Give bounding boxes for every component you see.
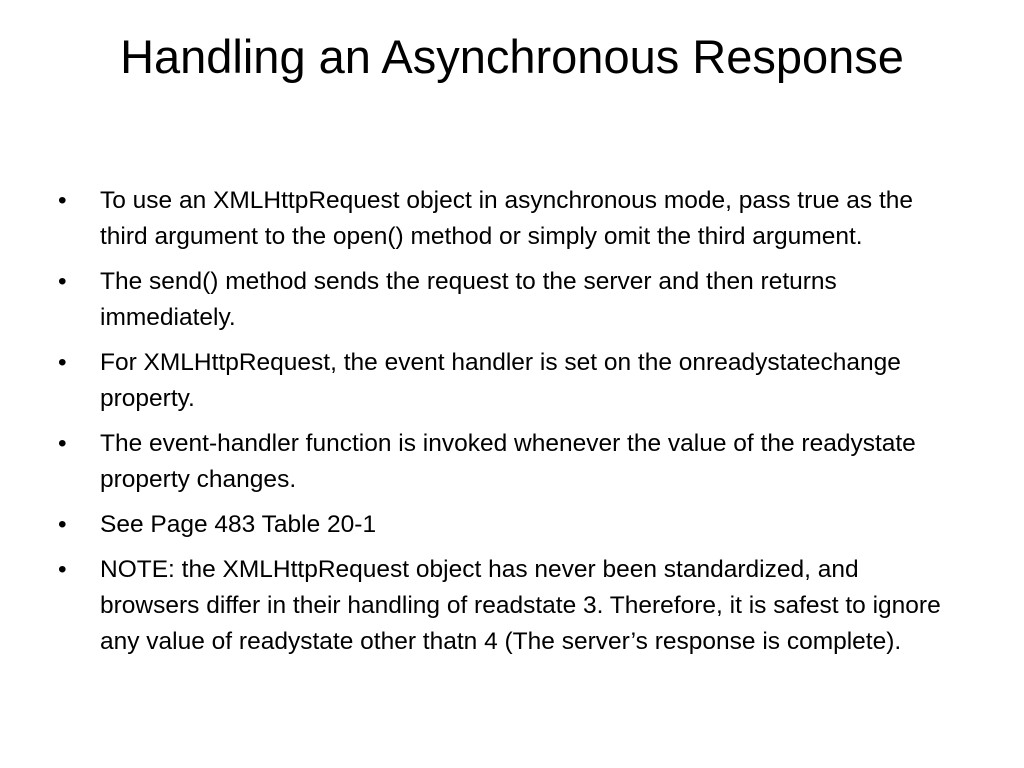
slide-title: Handling an Asynchronous Response <box>120 30 904 83</box>
bullet-dot-icon: • <box>58 511 67 538</box>
bullet-item <box>58 345 958 417</box>
bullet-dot-icon: • <box>58 349 67 376</box>
bullet-item <box>58 264 958 336</box>
bullet-dot-icon: • <box>58 268 67 295</box>
bullet-text: NOTE: the XMLHttpRequest object has never been standardized, and browsers differ in their handling of readstate 3. Therefore, it is safest to ignore any value of readystate other thatn 4 (The server’s response is complete). <box>100 556 941 655</box>
bullet-text: The send() method sends the request to the server and then returns immediately. <box>100 268 837 331</box>
bullet-item <box>58 552 958 660</box>
bullet-text: To use an XMLHttpRequest object in asynchronous mode, pass true as the third argument to the open() method or simply omit the third argument. <box>100 187 914 250</box>
bullet-dot-icon: • <box>58 556 67 583</box>
bullet-item <box>58 426 958 498</box>
bullet-text: For XMLHttpRequest, the event handler is set on the onreadystatechange property. <box>100 349 901 412</box>
bullet-list <box>58 183 958 669</box>
bullet-dot-icon: • <box>58 430 67 457</box>
bullet-item <box>58 183 958 255</box>
bullet-item <box>58 507 958 543</box>
bullet-dot-icon: • <box>58 187 67 214</box>
bullet-text: The event-handler function is invoked whenever the value of the readystate property changes. <box>100 430 916 493</box>
bullet-text: See Page 483 Table 20-1 <box>100 511 377 538</box>
